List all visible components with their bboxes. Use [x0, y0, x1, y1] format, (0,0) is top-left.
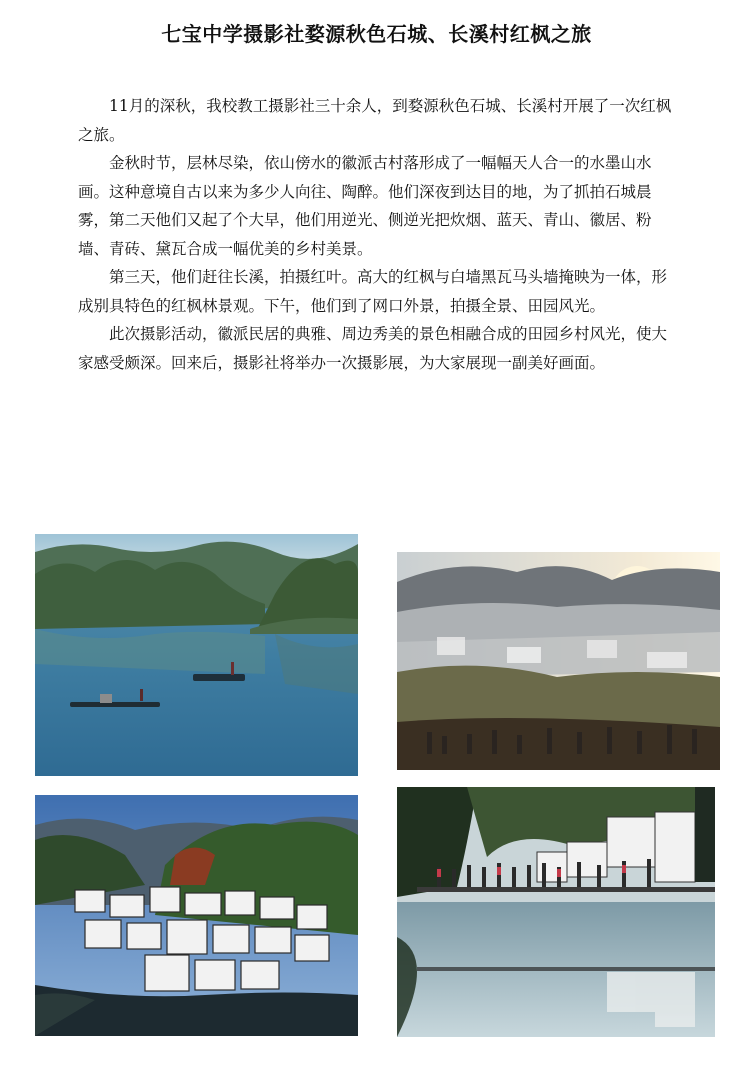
- photo-misty-village: [397, 552, 720, 770]
- paragraph-1: 11月的深秋，我校教工摄影社三十余人，到婺源秋色石城、长溪村开展了一次红枫之旅。: [78, 97, 672, 144]
- photo-white-village: [35, 795, 358, 1036]
- photo-lake-boats: [35, 534, 358, 776]
- article-body: [78, 92, 674, 377]
- paragraph-4: 此次摄影活动，徽派民居的典雅、周边秀美的景色相融合成的田园乡村风光，使大家感受颇深。回来后，摄影社将举办一次摄影展，为大家展现一副美好画面。: [78, 325, 668, 372]
- photo-bridge-reflection: [397, 787, 715, 1037]
- page-title: 七宝中学摄影社婺源秋色石城、长溪村红枫之旅: [161, 22, 592, 46]
- paragraph-3: 第三天，他们赶往长溪，拍摄红叶。高大的红枫与白墙黑瓦马头墙掩映为一体，形成别具特色的红枫林景观。下午，他们到了网口外景，拍摄全景、田园风光。: [78, 268, 668, 315]
- paragraph-2: 金秋时节，层林尽染，依山傍水的徽派古村落形成了一幅幅天人合一的水墨山水画。这种意境自古以来为多少人向往、陶醉。他们深夜到达目的地，为了抓拍石城晨雾，第二天他们又起了个大早，他们用逆光、侧逆光把炊烟、蓝天、青山、徽居、粉墙、青砖、黛瓦合成一幅优美的乡村美景。: [78, 154, 652, 258]
